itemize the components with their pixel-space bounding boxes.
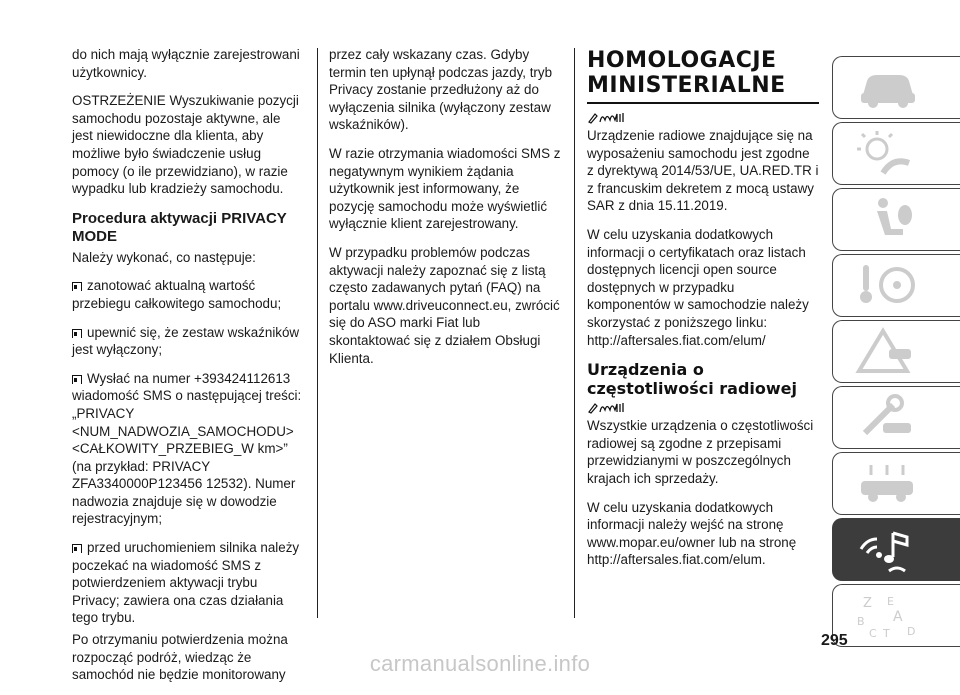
paragraph: do nich mają wyłącznie zarejestrowani użytkownicy.	[72, 47, 300, 80]
list-item: zanotować aktualną wartość przebiegu całkowitego samochodu;	[72, 278, 282, 311]
paragraph: W razie otrzymania wiadomości SMS z negatywnym wynikiem żądania użytkownik jest informowany, że pozycję samochodu może wyświetlić wyłącznie klient zarejestrowany.	[329, 145, 561, 232]
bullet-icon	[72, 329, 82, 338]
svg-text:C: C	[869, 627, 877, 640]
seat-airbag-icon	[853, 195, 923, 245]
tab-multimedia[interactable]	[832, 518, 960, 581]
pen-edit-icon	[587, 400, 627, 414]
index-letters-icon	[853, 591, 923, 641]
subsection-title: Urządzenia o częstotliwości radiowej	[587, 360, 797, 399]
svg-text:Z: Z	[863, 596, 872, 611]
paragraph: Po otrzymaniu potwierdzenia można rozpocząć podróż, wiedząc że samochód nie będzie monitorowany	[72, 632, 288, 683]
section-heading: Procedura aktywacji PRIVACY MODE	[72, 209, 287, 245]
section-title: HOMOLOGACJE MINISTERIALNE	[587, 48, 786, 98]
key-steering-icon	[853, 261, 923, 311]
title-underline	[587, 102, 819, 104]
list-item: upewnić się, że zestaw wskaźników jest wyłączony;	[72, 324, 300, 358]
tab-maintenance[interactable]	[832, 386, 960, 449]
column-middle	[329, 46, 561, 378]
tab-lights[interactable]	[832, 122, 960, 185]
svg-text:D: D	[907, 625, 916, 638]
bullet-icon	[72, 375, 82, 384]
svg-text:A: A	[893, 609, 903, 625]
page-number: 295	[821, 632, 848, 649]
paragraph: Wszystkie urządzenia o częstotliwości radiowej są zgodne z przepisami przewidzianymi w poszczególnych krajach ich sprzedaży.	[587, 418, 814, 486]
tab-starting[interactable]	[832, 254, 960, 317]
intro-text: Należy wykonać, co następuje:	[72, 249, 256, 265]
paragraph: W celu uzyskania dodatkowych informacji należy wejść na stronę www.mopar.eu/owner lub na stronę http://aftersales.fiat.com/elum.	[587, 499, 797, 568]
warning-paragraph: OSTRZEŻENIE Wyszukiwanie pozycji samochodu pozostaje aktywne, ale jest niewidoczne dla klienta, aby możliwe było świadczenie usług pomocy (o ile przewidziano), w razie wypadku lub kradzieży samochodu.	[72, 93, 299, 197]
lights-icon	[853, 129, 923, 179]
column-left	[72, 46, 304, 695]
paragraph: W celu uzyskania dodatkowych informacji o certyfikatach oraz listach dostępnych licencji open source dostępnych w przypadku komponentów w samochodzie należy skorzystać z poniższego linku: http://aftersales.fiat.com/elum/	[587, 226, 809, 348]
svg-text:B: B	[857, 615, 865, 628]
car-specs-icon	[853, 459, 923, 509]
paragraph: przez cały wskazany czas. Gdyby termin ten upłynął podczas jazdy, tryb Privacy zostanie przedłużony aż do wyłączenia silnika (wyłączony zestaw wskaźników).	[329, 47, 553, 133]
svg-text:E: E	[887, 595, 894, 608]
tab-specs[interactable]	[832, 452, 960, 515]
tab-safety[interactable]	[832, 188, 960, 251]
column-divider	[317, 48, 318, 618]
tab-emergency[interactable]	[832, 320, 960, 383]
list-item: przed uruchomieniem silnika należy poczekać na wiadomość SMS z potwierdzeniem aktywacji trybu Privacy; zawiera ona czas działania tego trybu.	[72, 540, 300, 626]
warning-triangle-icon	[853, 327, 923, 377]
wrench-car-icon	[853, 393, 923, 443]
pen-edit-icon	[587, 110, 627, 124]
multimedia-icon	[853, 525, 923, 575]
list-item: Wysłać na numer +393424112613 wiadomość SMS o następującej treści: „PRIVACY <NUM_NADWOZIA_SAMOCHODU> <CAŁKOWITY_PRZEBIEG_W km>” (na przykład: PRIVACY ZFA3340000P123456 12532). Numer nadwozia znajduje się w dowodzie rejestracyjnym;	[72, 370, 302, 527]
bullet-icon	[72, 544, 82, 553]
tab-car[interactable]	[832, 56, 960, 119]
watermark: carmanualsonline.info	[369, 651, 591, 676]
column-right	[587, 46, 819, 580]
paragraph: Urządzenie radiowe znajdujące się na wyposażeniu samochodu jest zgodne z dyrektywą 2014/53/UE, UA.RED.TR i z francuskim dekretem z mocą ustawy SAR z dnia 15.11.2019.	[587, 128, 819, 214]
paragraph: W przypadku problemów podczas aktywacji należy zapoznać się z listą często zadawanych pytań (FAQ) na portalu www.driveuconnect.eu, zwrócić się do ASO marki Fiat lub skontaktować się z działem Obsługi Klienta.	[329, 244, 560, 366]
column-divider	[574, 48, 575, 618]
svg-text:T: T	[883, 627, 890, 640]
car-icon	[853, 63, 923, 113]
tab-index[interactable]	[832, 584, 960, 647]
bullet-icon	[72, 282, 82, 291]
